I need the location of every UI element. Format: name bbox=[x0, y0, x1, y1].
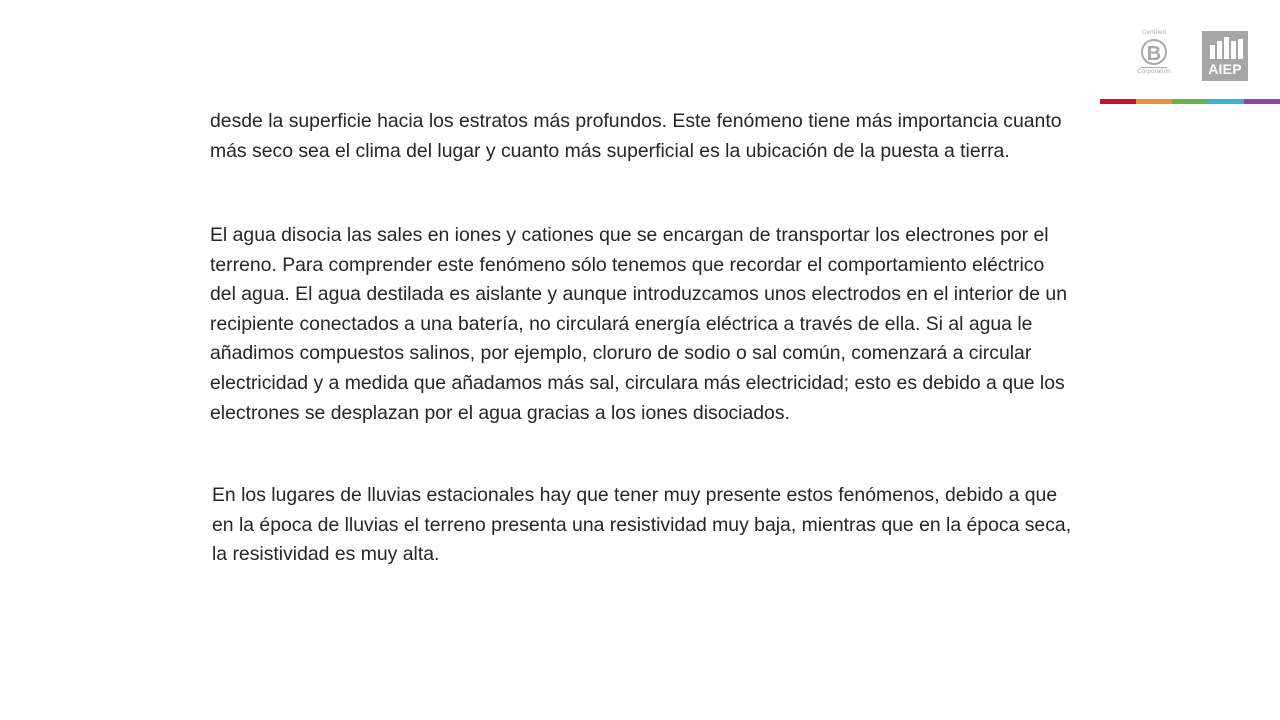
b-corp-certified-text: Certified bbox=[1141, 30, 1167, 36]
stripe-segment-red bbox=[1100, 99, 1136, 104]
stripe-segment-orange bbox=[1136, 99, 1172, 104]
brand-color-stripe bbox=[1100, 99, 1280, 104]
paragraph-2: El agua disocia las sales en iones y cationes que se encargan de transportar los electrones por el terreno. Para comprender este fenómeno sólo tenemos que recordar el comportamiento eléctrico del agua. El agua destilada es aislante y aunque introduzcamos unos electrodos en el interior de un recipiente conectados a una batería, no circulará energía eléctrica a través de ella. Si al agua le añadimos compuestos salinos, por ejemplo, cloruro de sodio o sal común, comenzará a circular electricidad y a medida que añadamos más sal, circulara más electricidad; esto es debido a que los electrones se desplazan por el agua gracias a los iones disociados. bbox=[210, 224, 1067, 424]
stripe-segment-green bbox=[1172, 99, 1208, 104]
stripe-segment-blue bbox=[1208, 99, 1244, 104]
aiep-wordmark: AIEP bbox=[1208, 61, 1242, 77]
stripe-segment-purple bbox=[1244, 99, 1280, 104]
aiep-logo bbox=[1202, 31, 1248, 81]
b-corp-logo bbox=[1134, 30, 1174, 82]
header-logos bbox=[1100, 0, 1280, 106]
paragraph-3: En los lugares de lluvias estacionales hay que tener muy presente estos fenómenos, debido a que en la época de lluvias el terreno presenta una resistividad muy baja, mientras que en la época seca, la resistividad es muy alta. bbox=[212, 484, 1072, 566]
b-corp-corporation-text: Corporation bbox=[1137, 69, 1171, 75]
b-corp-divider bbox=[1141, 67, 1167, 68]
b-corp-letter: B bbox=[1141, 39, 1167, 65]
paragraph-1: desde la superficie hacia los estratos más profundos. Este fenómeno tiene más importancia cuanto más seco sea el clima del lugar y cuanto más superficial es la ubicación de la puesta a tierra. bbox=[210, 110, 1062, 162]
